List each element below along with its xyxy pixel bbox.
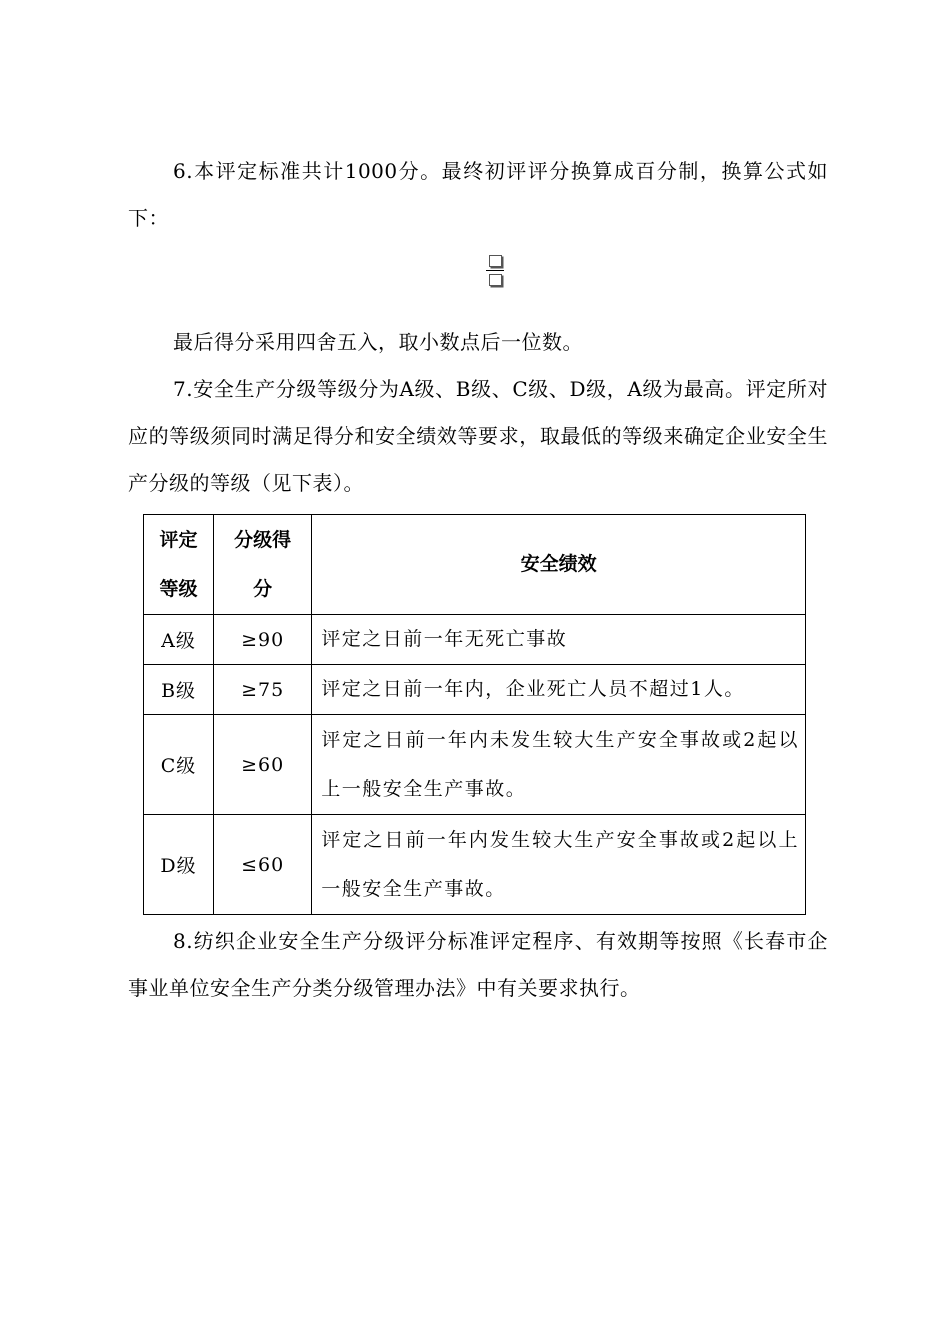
score-cell: ≥75 xyxy=(214,665,312,715)
performance-cell: 评定之日前一年内未发生较大生产安全事故或2起以上一般安全生产事故。 xyxy=(312,715,806,815)
grade-cell: C级 xyxy=(144,715,214,815)
paragraph-procedure: 8.纺织企业安全生产分级评分标准评定程序、有效期等按照《长春市企事业单位安全生产分类分级管理办法》中有关要求执行。 xyxy=(128,929,828,1000)
paragraph-rounding: 最后得分采用四舍五入，取小数点后一位数。 xyxy=(173,330,583,354)
formula-placeholder-icon xyxy=(478,254,508,288)
paragraph-grade-levels: 7.安全生产分级等级分为A级、B级、C级、D级，A级为最高。评定所对应的等级须同时满足得分和安全绩效等要求，取最低的等级来确定企业安全生产分级的等级（见下表）。 xyxy=(128,377,828,495)
formula-denominator-box xyxy=(489,274,502,286)
grade-table xyxy=(143,514,806,915)
header-score: 分级得分 xyxy=(214,515,312,615)
table-row xyxy=(144,815,806,915)
formula-fraction-bar xyxy=(486,270,504,271)
grade-cell: B级 xyxy=(144,665,214,715)
header-performance: 安全绩效 xyxy=(312,515,806,615)
table-row xyxy=(144,615,806,665)
score-cell: ≤60 xyxy=(214,815,312,915)
score-cell: ≥60 xyxy=(214,715,312,815)
grade-cell: A级 xyxy=(144,615,214,665)
table-row xyxy=(144,715,806,815)
performance-cell: 评定之日前一年内发生较大生产安全事故或2起以上一般安全生产事故。 xyxy=(312,815,806,915)
performance-cell: 评定之日前一年内，企业死亡人员不超过1人。 xyxy=(312,665,806,715)
performance-cell: 评定之日前一年无死亡事故 xyxy=(312,615,806,665)
table-header-row xyxy=(144,515,806,615)
header-grade: 评定等级 xyxy=(144,515,214,615)
formula-numerator-box xyxy=(489,255,502,267)
score-cell: ≥90 xyxy=(214,615,312,665)
table-row xyxy=(144,665,806,715)
paragraph-scoring-total: 6.本评定标准共计1000分。最终初评评分换算成百分制，换算公式如下： xyxy=(128,159,828,230)
grade-cell: D级 xyxy=(144,815,214,915)
